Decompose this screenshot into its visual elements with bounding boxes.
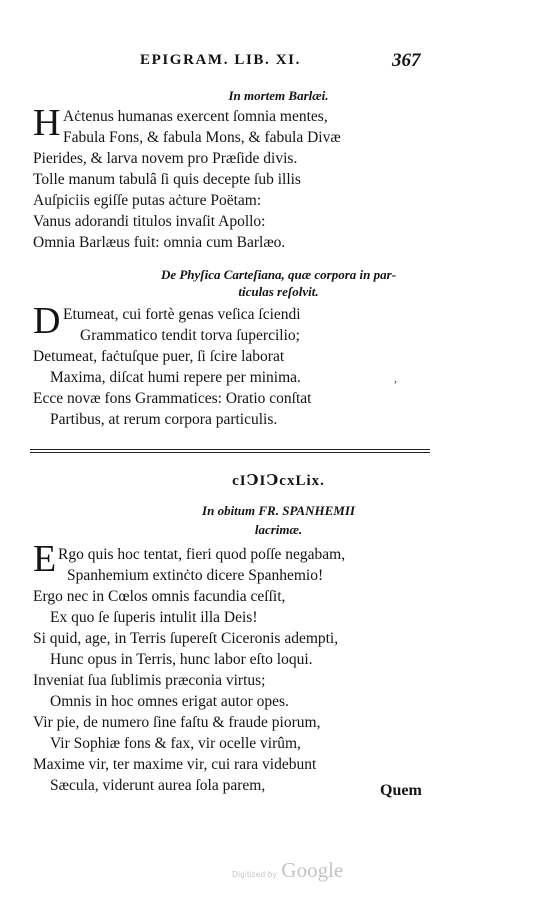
poem2-title-line1: De Phyſica Carteſiana, quæ corpora in par- — [160, 267, 397, 282]
section-rule — [30, 449, 430, 450]
poem3-line: Vir Sophiæ fons & fax, vir ocelle virûm, — [50, 735, 301, 752]
poem1-line: Vanus adorandi titulos invaſit Apollo: — [33, 213, 266, 230]
poem3-line: Spanhemium extinċto dicere Spanhemio! — [67, 567, 324, 584]
poem2-line: Detumeat, faċtuſque puer, ſi ſcire laborat — [33, 348, 285, 365]
catchword: Quem — [380, 782, 422, 799]
watermark-small-text: Digitized by — [232, 870, 277, 879]
poem1-line: Omnia Barlæus fuit: omnia cum Barlæo. — [33, 234, 286, 251]
poem3-title-line1: In obitum FR. SPANHEMII — [202, 503, 355, 518]
poem1-line: Auſpiciis egiſſe putas aċture Poëtam: — [33, 192, 262, 209]
page-number: 367 — [392, 50, 421, 71]
poem3-line: Si quid, age, in Terris ſupereſt Ciceronis adempti, — [33, 630, 339, 647]
poem1-drop-cap: H — [33, 102, 61, 144]
poem1-line: Fabula Fons, & fabula Mons, & fabula Divæ — [63, 129, 341, 146]
year-heading: cIↃIↃcxLix. — [232, 473, 325, 489]
digitized-watermark — [232, 858, 343, 883]
poem3-line: Inveniat ſua ſublimis præconia virtus; — [33, 672, 266, 689]
poem2-line: Maxima, diſcat humi repere per minima. — [50, 369, 301, 386]
poem1-line: Tolle manum tabulâ ſi quis decepte ſub illis — [33, 171, 301, 188]
poem3-line: Ex quo ſe ſuperis intulit illa Deis! — [50, 609, 258, 626]
poem3-line: Maxime vir, ter maxime vir, cui rara videbunt — [33, 756, 317, 773]
ink-mark: , — [394, 371, 397, 385]
poem3-line: Hunc opus in Terris, hunc labor eſto loqui. — [50, 651, 313, 668]
poem1-line: Aċtenus humanas exercent ſomnia mentes, — [63, 108, 328, 125]
poem3-line: Sæcula, viderunt aurea ſola parem, — [50, 777, 266, 794]
poem2-line: Etumeat, cui fortè genas veſica ſciendi — [63, 306, 301, 323]
poem2-line: Ecce novæ fons Grammatices: Oratio conſtat — [33, 390, 312, 407]
watermark-logo-text: Google — [281, 858, 344, 882]
page-header — [0, 50, 557, 74]
poem3-drop-cap: E — [33, 538, 57, 580]
running-head: EPIGRAM. LIB. XI. — [140, 52, 301, 68]
section-rule-thin — [30, 452, 430, 453]
poem2-line: Partibus, at rerum corpora particulis. — [50, 411, 278, 428]
poem2-drop-cap: D — [33, 300, 61, 342]
poem3-line: Ergo nec in Cœlos omnis facundia ceſſit, — [33, 588, 286, 605]
poem2-title-line2: ticulas reſolvit. — [238, 284, 319, 299]
poem3-line: Rgo quis hoc tentat, fieri quod poſſe negabam, — [58, 546, 346, 563]
poem2-line: Grammatico tendit torva ſupercilio; — [80, 327, 300, 344]
poem1-line: Pierides, & larva novem pro Præſide divis. — [33, 150, 298, 167]
poem3-line: Omnis in hoc omnes erigat autor opes. — [50, 693, 289, 710]
poem3-title-line2: lacrimæ. — [254, 522, 303, 537]
poem1-title: In mortem Barlæi. — [228, 88, 329, 103]
poem3-line: Vir pie, de numero ſine faſtu & fraude piorum, — [33, 714, 321, 731]
